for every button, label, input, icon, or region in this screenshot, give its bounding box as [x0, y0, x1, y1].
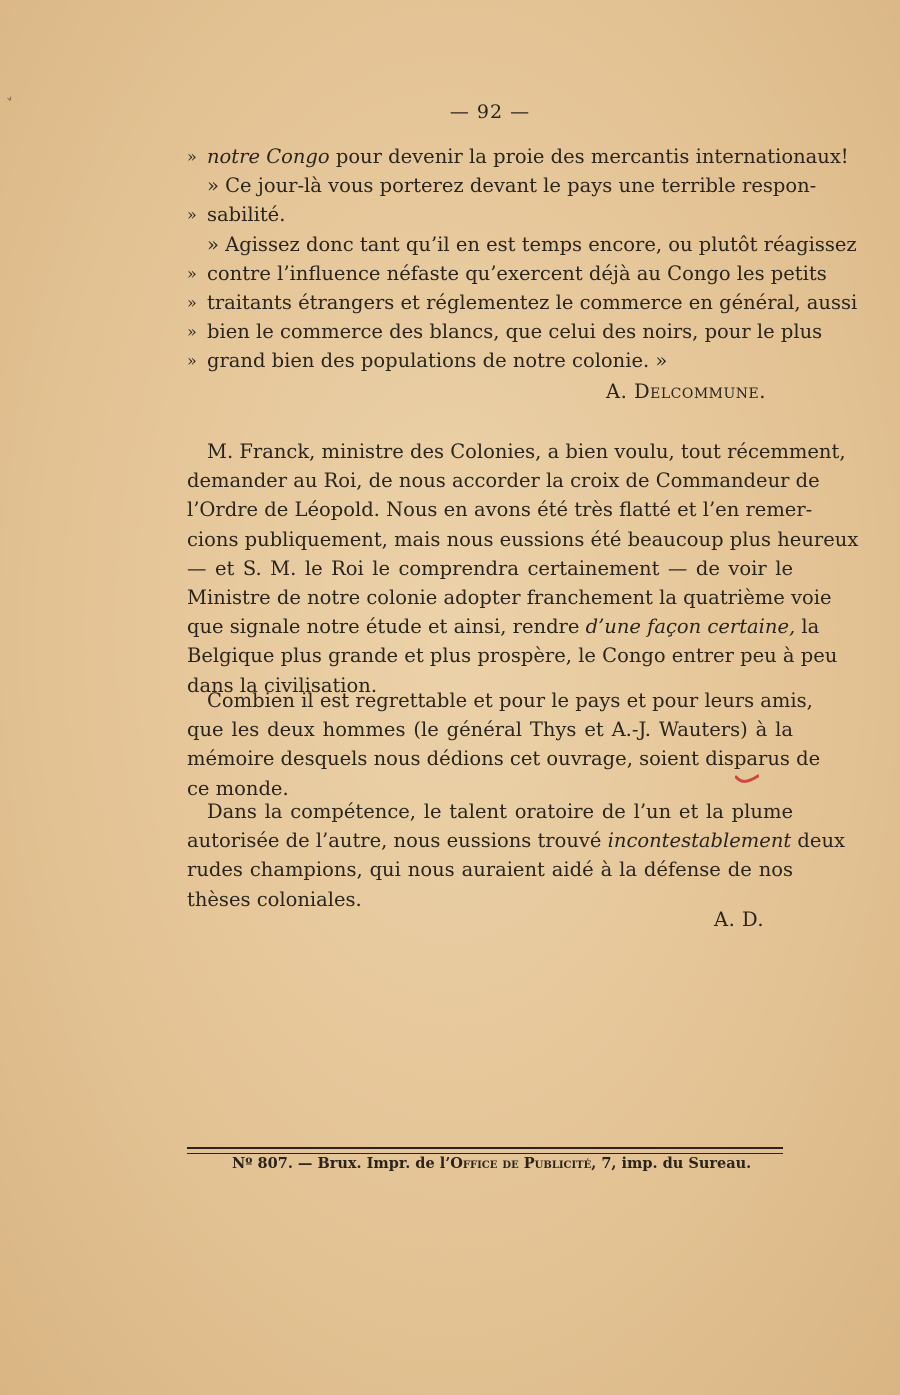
quote-mark: »: [187, 147, 197, 166]
emphasis-text: d’une façon certaine,: [585, 615, 796, 639]
imprint-address: , 7, imp. du Sureau.: [591, 1155, 752, 1172]
text-line: thèses coloniales.: [187, 887, 362, 911]
quote-line: [187, 259, 827, 288]
footer-rule-thin: [187, 1153, 783, 1154]
text-line: mémoire desquels nous dédions cet ouvrage, soient disparus de: [187, 747, 821, 771]
quote-block: [187, 142, 858, 376]
text-segment: que signale notre étude et ainsi, rendre: [187, 615, 586, 639]
quote-mark: »: [187, 263, 197, 283]
paragraph-3: [187, 797, 845, 914]
text-line: dans la civilisation.: [187, 673, 378, 697]
quote-line: [187, 142, 849, 171]
quote-text: pour devenir la proie des mercantis internationaux!: [329, 145, 849, 168]
paragraph-1: [187, 437, 859, 700]
text-segment: deux: [791, 829, 845, 853]
quote-line: [187, 200, 793, 229]
quote-line: » Ce jour-là vous porterez devant le pays une terrible respon-: [207, 174, 817, 198]
quote-line: [187, 346, 793, 375]
quote-mark: »: [187, 351, 197, 371]
text-line: M. Franck, ministre des Colonies, a bien voulu, tout récemment,: [207, 440, 846, 463]
quote-text: bien le commerce des blancs, que celui des noirs, pour le plus: [207, 320, 823, 344]
text-line: [187, 612, 820, 641]
text-line: Dans la compétence, le talent oratoire de l’un et la plume: [207, 800, 793, 823]
text-line: Ministre de notre colonie adopter franchement la quatrième voie: [187, 585, 832, 609]
text-line: demander au Roi, de nous accorder la croix de Commandeur de: [187, 469, 820, 493]
text-line: — et S. M. le Roi le comprendra certainement — de voir le: [187, 556, 793, 580]
quote-line: » Agissez donc tant qu’il en est temps encore, ou plutôt réagissez: [207, 232, 857, 256]
text-segment: autorisée de l’autre, nous eussions trouvé: [187, 829, 608, 853]
emphasis-text: notre Congo: [207, 145, 330, 168]
page-number: — 92 —: [449, 101, 531, 123]
footer-rule: [187, 1147, 783, 1149]
emphasis-text: incontestablement: [607, 829, 792, 853]
text-line: rudes champions, qui nous auraient aidé à la défense de nos: [187, 858, 793, 882]
quote-mark: »: [187, 205, 197, 225]
text-line: l’Ordre de Léopold. Nous en avons été très flatté et l’en remer-: [187, 498, 813, 522]
quote-text: sabilité.: [207, 203, 286, 227]
text-segment: la: [795, 615, 820, 639]
text-line: Combien il est regrettable et pour le pays et pour leurs amis,: [207, 689, 813, 712]
text-line: cions publiquement, mais nous eussions été beaucoup plus heureux: [187, 527, 859, 551]
text-line: ce monde.: [187, 776, 289, 800]
quote-mark: »: [187, 322, 197, 342]
quote-text: contre l’influence néfaste qu’exercent déjà au Congo les petits: [207, 261, 827, 285]
quote-signature: [606, 380, 766, 403]
text-line: Belgique plus grande et plus prospère, le Congo entrer peu à peu: [187, 644, 838, 668]
quote-text: grand bien des populations de notre colonie. »: [207, 349, 668, 373]
imprint-text: Nº 807. — Brux. Impr. de l’: [232, 1155, 451, 1172]
quote-line: [187, 288, 858, 317]
quote-text: traitants étrangers et réglementez le commerce en général, aussi: [207, 290, 858, 314]
imprint-printer-name: Office de Publicité: [450, 1155, 592, 1172]
text-line: que les deux hommes (le général Thys et A.-J. Wauters) à la: [187, 718, 793, 742]
paragraph-2: [187, 686, 821, 803]
edge-tick-mark: ˅: [5, 95, 18, 113]
signature-initial: A.: [606, 380, 628, 403]
signature-name: Delcommune.: [633, 380, 766, 403]
red-ink-mark: [735, 774, 759, 784]
quote-mark: »: [187, 292, 197, 312]
closing-signature: A. D.: [714, 908, 765, 931]
text-line: [187, 826, 845, 855]
quote-line: [187, 317, 823, 346]
printer-imprint: [232, 1155, 751, 1172]
